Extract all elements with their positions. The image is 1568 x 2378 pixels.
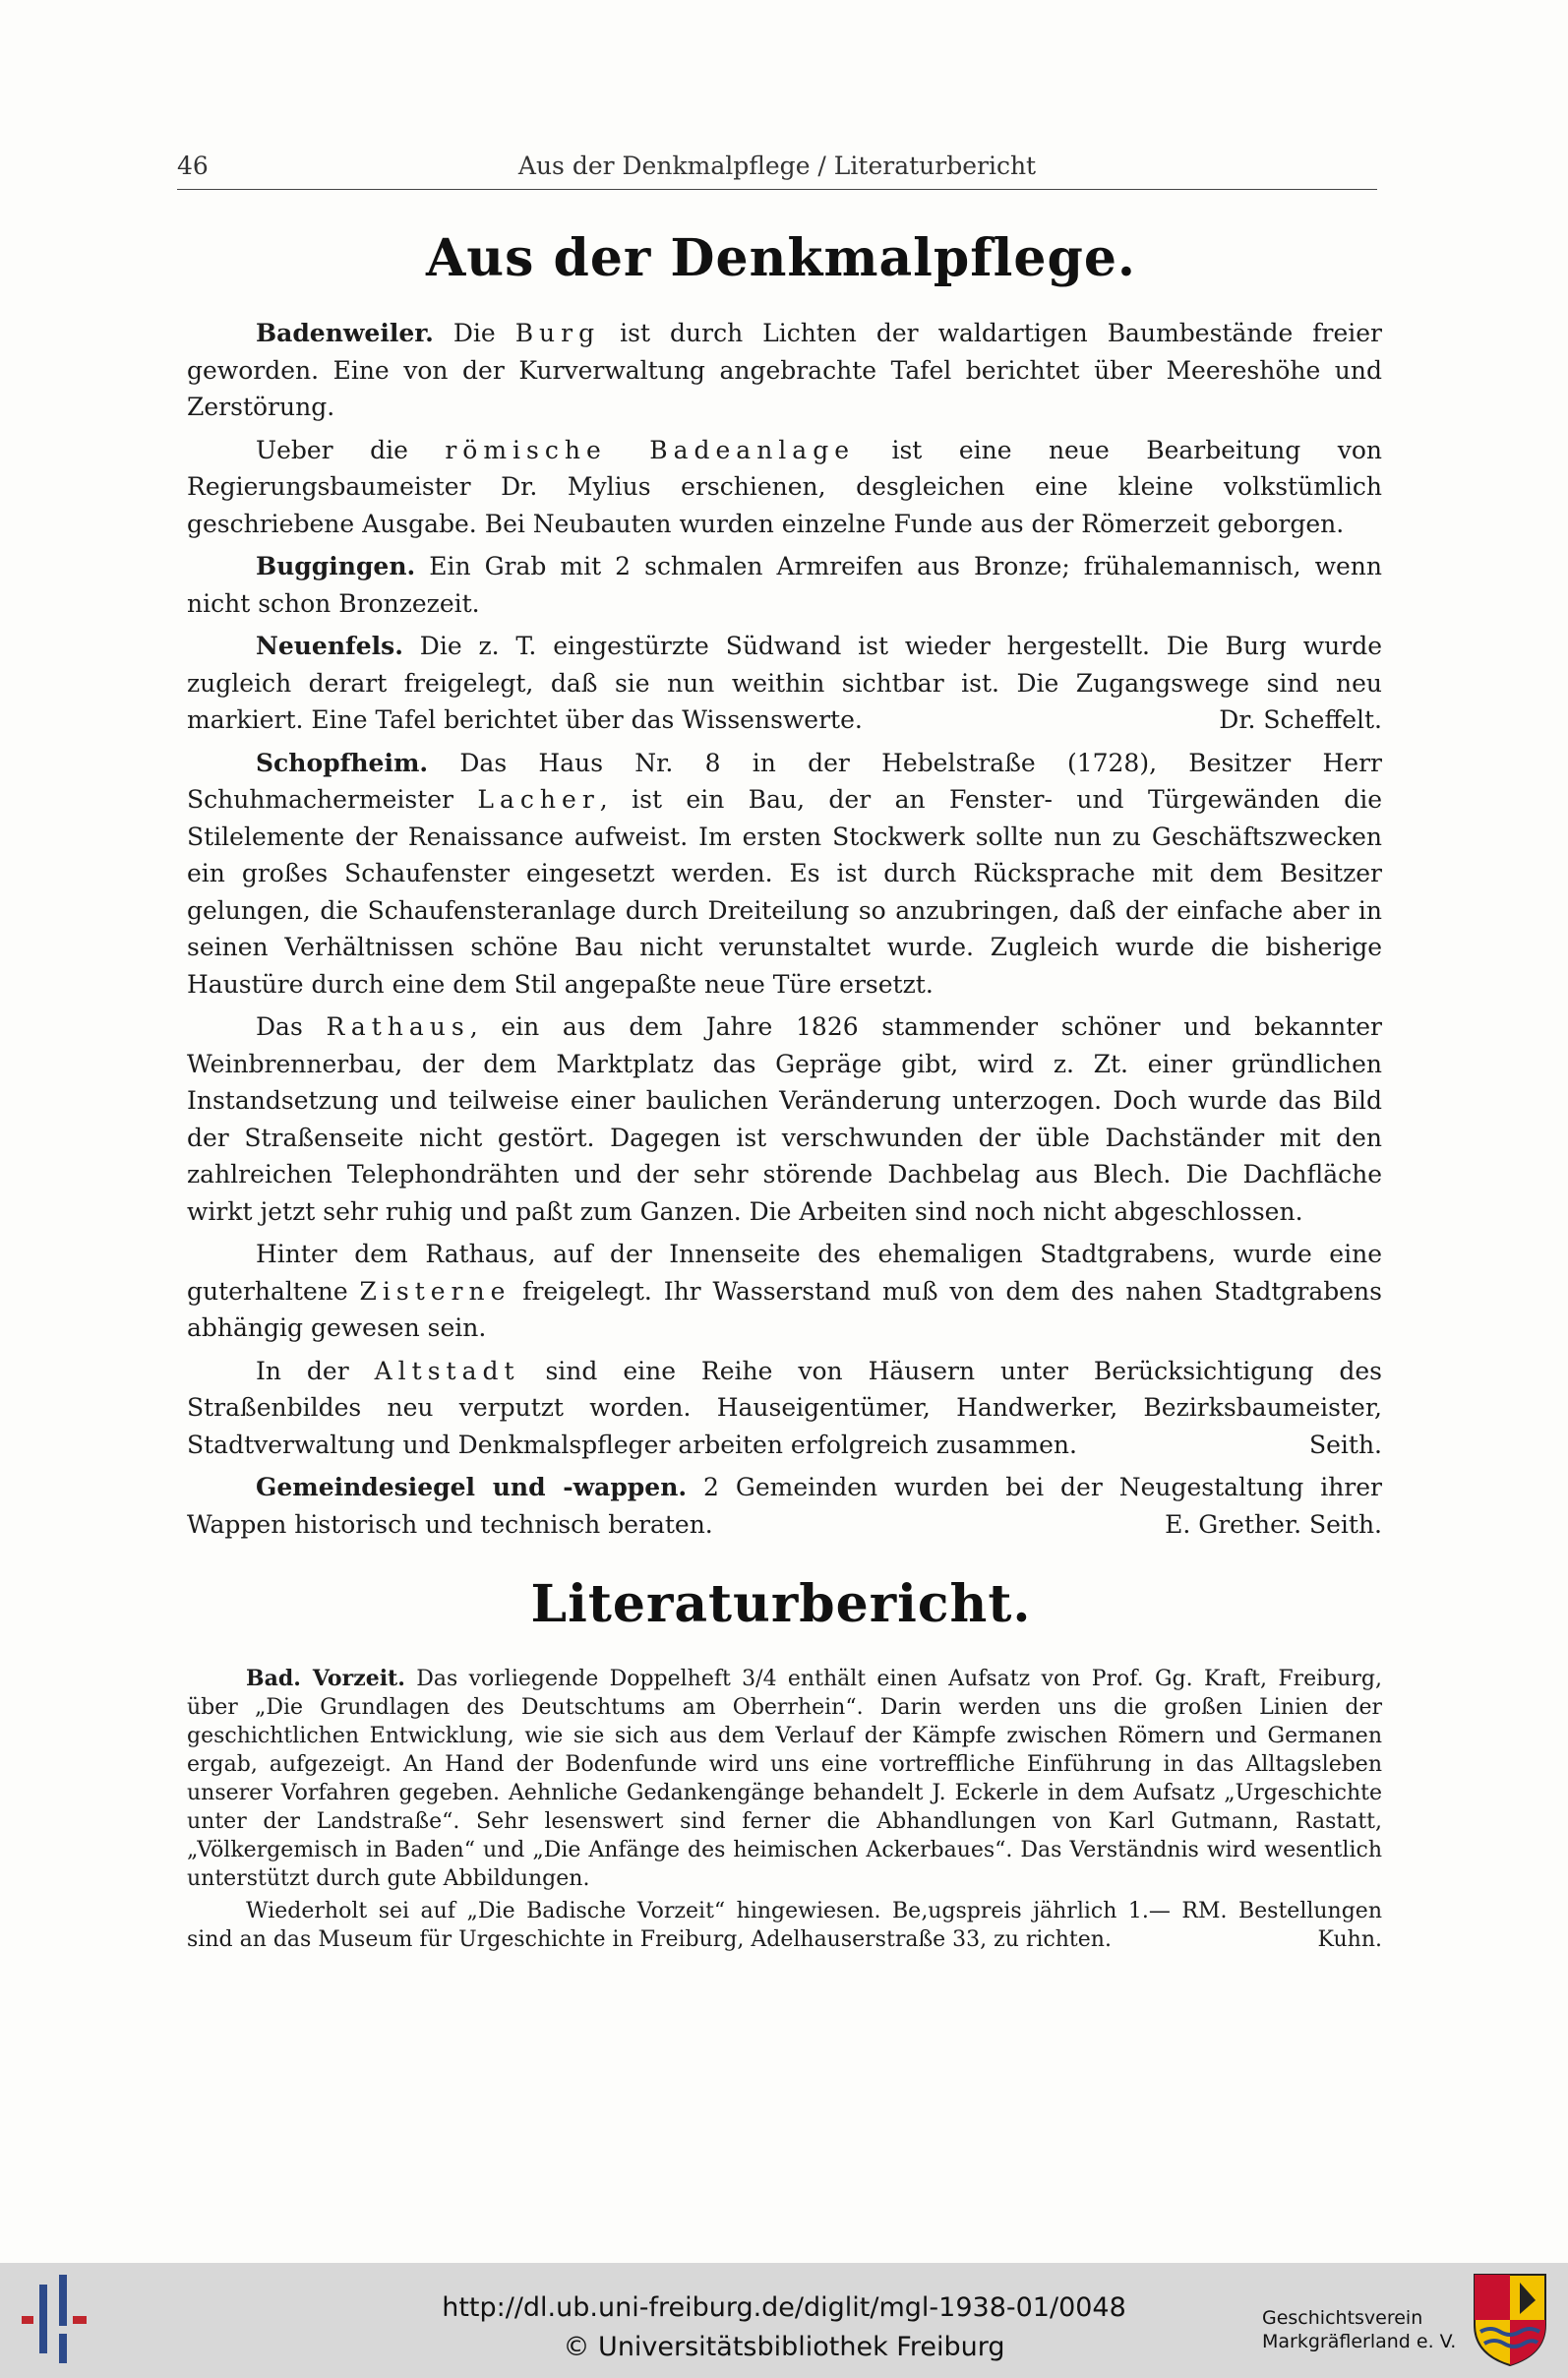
- text-span: Die: [452, 319, 496, 347]
- section-title-denkmalpflege: Aus der Denkmalpflege.: [425, 228, 1137, 288]
- place-heading: Buggingen.: [256, 552, 416, 580]
- coat-of-arms-icon: [1471, 2271, 1549, 2369]
- place-heading: Neuenfels.: [256, 632, 403, 660]
- author-signature: Dr. Scheffelt.: [1219, 705, 1382, 734]
- text-span: sind eine Reihe von Häusern unter Berücksichtigung des Straßenbildes neu verputzt worden. Hauseigentümer, Handwerker, Bezirksbaumeister, Stadtverwaltung und Denkmalspfleger arbeiten erfolgreich zusammen.: [187, 1356, 1382, 1459]
- paragraph-zisterne: [187, 1236, 1382, 1347]
- paragraph-bezug: [187, 1897, 1382, 1954]
- paragraph-roemische-badeanlage: [187, 432, 1382, 543]
- text-span: , ist ein Bau, der an Fenster- und Türgewänden die Stilelemente der Renaissance aufweist. Im ersten Stockwerk sollte nun zu Geschäftszwecken ein großes Schaufenster eingesetzt werden. Es ist durch Rücksprache mit dem Besitzer gelungen, die Schaufensteranlage durch Dreiteilung so anzubringen, daß der einfache aber in seinen Verhältnissen schöne Bau nicht verunstaltet wurde. Zugleich wurde die bisherige Haustüre durch eine dem Stil angepaßte neue Türe ersetzt.: [187, 785, 1382, 999]
- paragraph-badenweiler: [187, 315, 1382, 426]
- text-span: Ein Grab mit 2 schmalen Armreifen aus Bronze; frühalemannisch, wenn nicht schon Bronzezeit.: [187, 552, 1382, 618]
- section-body-literaturbericht: [187, 1665, 1382, 1958]
- running-header: [177, 148, 1377, 190]
- paragraph-neuenfels: [187, 628, 1382, 739]
- place-heading: Schopfheim.: [256, 748, 429, 777]
- permalink-url[interactable]: http://dl.ub.uni-freiburg.de/diglit/mgl-1938-01/0048: [442, 2292, 1126, 2323]
- author-signature: Kuhn.: [1317, 1927, 1382, 1952]
- society-name: [1262, 2306, 1456, 2353]
- section-body-denkmalpflege: [187, 315, 1382, 1549]
- author-signature: Seith.: [1308, 1430, 1382, 1459]
- footer-bar: [0, 2263, 1568, 2378]
- text-span: Das vorliegende Doppelheft 3/4 enthält einen Aufsatz von Prof. Gg. Kraft, Freiburg, über „Die Grundlagen des Deutschtums am Oberrhein“. Darin werden uns die großen Linien der geschichtlichen Entwicklung, wie sie sich aus dem Verlauf der Kämpfe zwischen Römern und Germanen ergab, aufgezeigt. An Hand der Bodenfunde wird uns eine vortreffliche Einführung in das Alltagsleben unserer Vorfahren gegeben. Aehnliche Gedankengänge behandelt J. Eckerle in dem Aufsatz „Urgeschichte unter der Landstraße“. Sehr lesenswert sind ferner die Abhandlungen von Karl Gutmann, Rastatt, „Völkergemisch in Baden“ und „Die Anfänge des heimischen Ackerbaues“. Das Verständnis wird wesentlich unterstützt durch gute Abbildungen.: [187, 1667, 1382, 1891]
- emphasis-span: römische Badeanlage: [445, 435, 856, 464]
- section-title-literaturbericht: Literaturbericht.: [530, 1574, 1032, 1634]
- running-title: Aus der Denkmalpflege / Literaturbericht: [517, 152, 1037, 180]
- text-span: 2 Gemeinden wurden bei der Neugestaltung ihrer Wappen historisch und technisch beraten.: [187, 1473, 1383, 1539]
- emphasis-span: Rathaus: [326, 1012, 470, 1041]
- paragraph-gemeindesiegel: [187, 1469, 1382, 1543]
- copyright-notice: © Universitätsbibliothek Freiburg: [563, 2332, 1005, 2362]
- text-span: Ueber die: [256, 435, 408, 464]
- author-signature: E. Grether. Seith.: [1165, 1509, 1382, 1539]
- text-span: , ein aus dem Jahre 1826 stammender schöner und bekannter Weinbrennerbau, der dem Marktplatz das Gepräge gibt, wird z. Zt. einer gründlichen Instandsetzung und teilweise einer baulichen Veränderung unterzogen. Doch wurde das Bild der Straßenseite nicht gestört. Dagegen ist verschwunden der üble Dachständer mit den zahlreichen Telephondrähten und der sehr störende Dachbelag aus Blech. Die Dachfläche wirkt jetzt sehr ruhig und paßt zum Ganzen. Die Arbeiten sind noch nicht abgeschlossen.: [187, 1012, 1382, 1226]
- emphasis-span: Altstadt: [374, 1356, 520, 1385]
- emphasis-span: Lacher: [477, 785, 600, 814]
- text-span: Die z. T. eingestürzte Südwand ist wieder hergestellt. Die Burg wurde zugleich derart freigelegt, daß sie nun weithin sichtbar ist. Die Zugangswege sind neu markiert. Eine Tafel berichtet über das Wissenswerte.: [187, 632, 1382, 734]
- text-span: Das: [256, 1012, 303, 1041]
- publication-heading: Bad. Vorzeit.: [246, 1666, 405, 1691]
- text-span: Hinter dem Rathaus, auf der Innenseite des ehemaligen Stadtgrabens, wurde eine guterhaltene: [187, 1240, 1382, 1306]
- paragraph-bad-vorzeit: [187, 1665, 1382, 1893]
- text-span: ist eine neue Bearbeitung von Regierungsbaumeister Dr. Mylius erschienen, desgleichen eine kleine volkstümlich geschriebene Ausgabe. Bei Neubauten wurden einzelne Funde aus der Römerzeit geborgen.: [187, 435, 1383, 538]
- text-span: freigelegt. Ihr Wasserstand muß von dem des nahen Stadtgrabens abhängig gewesen sein.: [187, 1276, 1382, 1342]
- text-span: ist durch Lichten der waldartigen Baumbestände freier geworden. Eine von der Kurverwaltung angebrachte Tafel berichtet über Meereshöhe und Zerstörung.: [187, 319, 1382, 421]
- paragraph-buggingen: [187, 548, 1382, 622]
- place-heading: Gemeindesiegel und -wappen.: [256, 1473, 688, 1501]
- text-span: In der: [256, 1356, 349, 1385]
- paragraph-altstadt: [187, 1353, 1382, 1464]
- text-span: Das Haus Nr. 8 in der Hebelstraße (1728), Besitzer Herr Schuhmachermeister: [187, 748, 1382, 814]
- paragraph-rathaus: [187, 1008, 1382, 1230]
- page-number: 46: [177, 152, 209, 180]
- emphasis-span: Zisterne: [359, 1276, 512, 1306]
- society-name-line: Markgräflerland e. V.: [1262, 2331, 1457, 2352]
- text-span: Wiederholt sei auf „Die Badische Vorzeit“ hingewiesen. Be‚ugspreis jährlich 1.— RM. Bestellungen sind an das Museum für Urgeschichte in Freiburg, Adelhauserstraße 33, zu richten.: [187, 1899, 1382, 1952]
- emphasis-span: Burg: [514, 319, 601, 347]
- place-heading: Badenweiler.: [256, 319, 434, 347]
- society-name-line: Geschichtsverein: [1262, 2307, 1423, 2329]
- paragraph-schopfheim: [187, 745, 1382, 1004]
